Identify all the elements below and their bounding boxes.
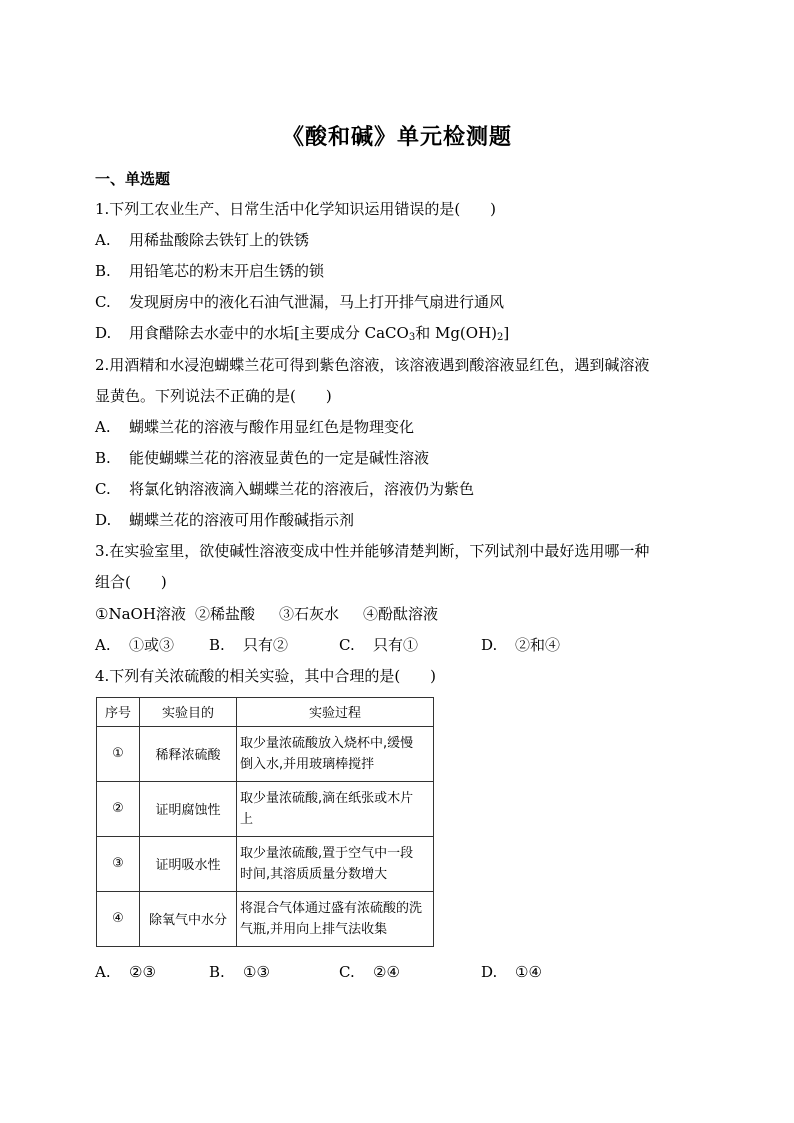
q3-stem-line1: 3.在实验室里，欲使碱性溶液变成中性并能够清楚判断，下列试剂中最好选用哪一种 bbox=[95, 542, 650, 560]
row-purpose: 除氧气中水分 bbox=[140, 891, 237, 946]
option-letter: A. bbox=[95, 231, 111, 249]
table-row bbox=[97, 891, 434, 946]
q1-option-a bbox=[95, 230, 309, 250]
option-text: 只有② bbox=[243, 636, 289, 654]
option-letter: A. bbox=[95, 418, 111, 436]
q3-reagent-list bbox=[95, 604, 438, 624]
process-line: 气瓶,并用向上排气法收集 bbox=[240, 921, 388, 937]
option-text: 用稀盐酸除去铁钉上的铁锈 bbox=[129, 231, 310, 249]
option-text: ①或③ bbox=[129, 636, 175, 654]
option-text: 用食醋除去水壶中的水垢[主要成分 CaCO bbox=[129, 324, 409, 342]
reagent-item: ③石灰水 bbox=[279, 605, 340, 623]
option-text: 和 Mg(OH) bbox=[415, 324, 498, 342]
process-line: 取少量浓硫酸,滴在纸张或木片 bbox=[240, 790, 414, 806]
row-process bbox=[237, 781, 434, 836]
option-letter: D. bbox=[95, 324, 112, 342]
row-number: ② bbox=[97, 781, 140, 836]
table-row bbox=[97, 726, 434, 781]
option-text: ①④ bbox=[515, 963, 542, 981]
option-letter: B. bbox=[95, 449, 111, 467]
option-text: 能使蝴蝶兰花的溶液显黄色的一定是碱性溶液 bbox=[129, 449, 430, 467]
option-text: 蝴蝶兰花的溶液可用作酸碱指示剂 bbox=[129, 511, 355, 529]
q4-stem: 4.下列有关浓硫酸的相关实验，其中合理的是( ) bbox=[95, 667, 437, 685]
option-letter: B. bbox=[95, 262, 111, 280]
q2-option-a bbox=[95, 417, 414, 437]
option-text: 发现厨房中的液化石油气泄漏，马上打开排气扇进行通风 bbox=[129, 293, 505, 311]
option-letter: C. bbox=[339, 963, 355, 981]
q4-options bbox=[95, 962, 542, 982]
table-row bbox=[97, 781, 434, 836]
q2-option-b bbox=[95, 448, 429, 468]
reagent-item: ①NaOH溶液 bbox=[95, 605, 186, 623]
option-text: ①③ bbox=[243, 963, 270, 981]
page-title: 《酸和碱》单元检测题 bbox=[281, 124, 512, 150]
row-number: ④ bbox=[97, 891, 140, 946]
process-line: 倒入水,并用玻璃棒搅拌 bbox=[240, 756, 375, 772]
option-letter: B. bbox=[209, 963, 225, 981]
option-letter: C. bbox=[95, 480, 111, 498]
q2-option-c bbox=[95, 479, 474, 499]
row-number: ③ bbox=[97, 836, 140, 891]
subscript: 3 bbox=[408, 332, 416, 343]
option-text: ②④ bbox=[373, 963, 400, 981]
option-letter: A. bbox=[95, 636, 111, 654]
table-header: 实验过程 bbox=[237, 698, 434, 727]
process-line: 上 bbox=[240, 811, 254, 827]
table-header: 实验目的 bbox=[140, 698, 237, 727]
option-text: ②③ bbox=[129, 963, 156, 981]
q3-stem-line2: 组合( ) bbox=[95, 573, 167, 591]
option-letter: D. bbox=[95, 511, 112, 529]
option-letter: D. bbox=[481, 636, 498, 654]
subscript: 2 bbox=[497, 332, 504, 343]
row-process bbox=[237, 726, 434, 781]
q1-option-c bbox=[95, 292, 504, 312]
row-number: ① bbox=[97, 726, 140, 781]
q2-stem-line2: 显黄色。下列说法不正确的是( ) bbox=[95, 387, 332, 405]
row-process bbox=[237, 836, 434, 891]
q2-option-d bbox=[95, 510, 354, 530]
q1-option-b bbox=[95, 261, 324, 281]
table-header-row bbox=[97, 698, 434, 727]
process-line: 时间,其溶质质量分数增大 bbox=[240, 866, 388, 882]
q2-stem-line1: 2.用酒精和水浸泡蝴蝶兰花可得到紫色溶液，该溶液遇到酸溶液显红色，遇到碱溶液 bbox=[95, 356, 650, 374]
process-line: 将混合气体通过盛有浓硫酸的洗 bbox=[240, 900, 423, 916]
reagent-item: ④酚酞溶液 bbox=[363, 605, 439, 623]
process-line: 取少量浓硫酸,置于空气中一段 bbox=[240, 845, 414, 861]
table-row bbox=[97, 836, 434, 891]
row-purpose: 稀释浓硫酸 bbox=[140, 726, 237, 781]
process-line: 取少量浓硫酸放入烧杯中,缓慢 bbox=[240, 735, 414, 751]
option-text: 用铅笔芯的粉末开启生锈的锁 bbox=[129, 262, 325, 280]
row-purpose: 证明腐蚀性 bbox=[140, 781, 237, 836]
q3-options bbox=[95, 635, 560, 655]
option-text: ②和④ bbox=[515, 636, 561, 654]
option-text: 蝴蝶兰花的溶液与酸作用显红色是物理变化 bbox=[129, 418, 415, 436]
option-letter: B. bbox=[209, 636, 225, 654]
section-heading: 一、单选题 bbox=[95, 170, 171, 188]
table-header: 序号 bbox=[97, 698, 140, 727]
row-purpose: 证明吸水性 bbox=[140, 836, 237, 891]
option-letter: A. bbox=[95, 963, 111, 981]
q1-stem: 1.下列工农业生产、日常生活中化学知识运用错误的是( ) bbox=[95, 200, 497, 218]
reagent-item: ②稀盐酸 bbox=[195, 605, 256, 623]
row-process bbox=[237, 891, 434, 946]
experiment-table bbox=[96, 697, 434, 947]
option-letter: C. bbox=[339, 636, 355, 654]
option-text: 只有① bbox=[373, 636, 419, 654]
q1-option-d bbox=[95, 323, 509, 348]
option-text: ] bbox=[503, 324, 510, 342]
option-letter: C. bbox=[95, 293, 111, 311]
option-letter: D. bbox=[481, 963, 498, 981]
option-text: 将氯化钠溶液滴入蝴蝶兰花的溶液后，溶液仍为紫色 bbox=[129, 480, 475, 498]
